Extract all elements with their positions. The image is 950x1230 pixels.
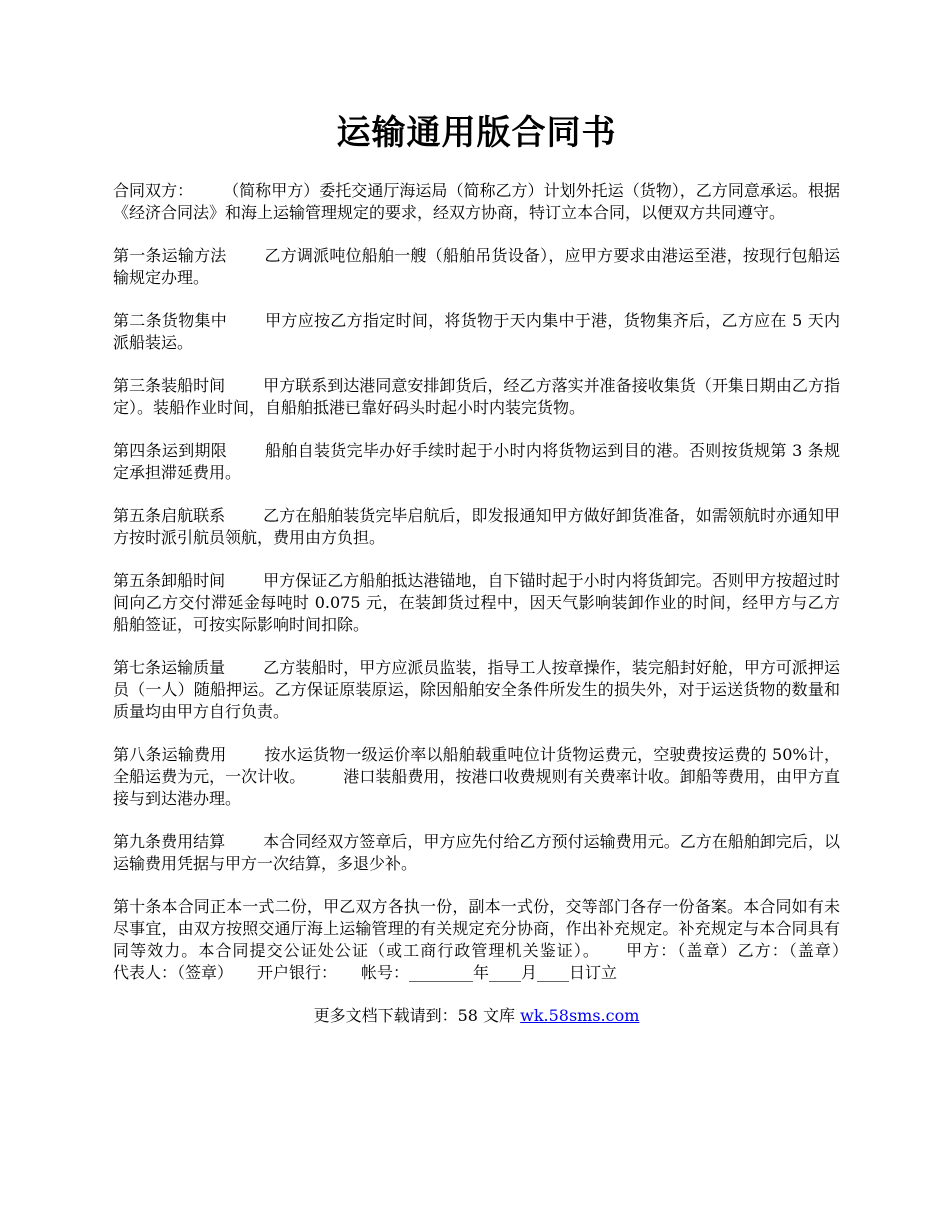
clause-text: 甲方应按乙方指定时间，将货物于天内集中于港，货物集齐后，乙方应在 5 天内派船装运。	[113, 311, 840, 352]
clause-2-cargo-gathering	[113, 310, 840, 354]
paragraph-parties	[113, 180, 840, 224]
download-footer	[113, 1005, 840, 1027]
clause-9-fee-settlement	[113, 831, 840, 875]
clause-heading: 第一条运输方法	[113, 246, 227, 265]
clause-heading: 第三条装船时间	[113, 376, 226, 395]
clause-text: 甲方保证乙方船舶抵达港锚地，自下锚时起于小时内将货卸完。否则甲方按超过时间向乙方交付滞延金每吨时 0.075 元，在装卸货过程中，因天气影响装卸作业的时间，经甲方与乙方船舶签证，可按实际影响时间扣除。	[113, 571, 840, 634]
clause-heading: 第五条卸船时间	[113, 571, 226, 590]
clause-heading: 第四条运到期限	[113, 441, 228, 460]
clause-text: 本合同经双方签章后，甲方应先付给乙方预付运输费用元。乙方在船舶卸完后，以运输费用凭据与甲方一次结算，多退少补。	[113, 832, 840, 873]
clause-heading: 第七条运输质量	[113, 658, 226, 677]
footer-prefix: 更多文档下载请到：58 文库	[313, 1006, 521, 1025]
clause-5-departure-contact	[113, 505, 840, 549]
clause-heading: 第八条运输费用	[113, 745, 227, 764]
clause-text: 乙方调派吨位船舶一艘（船舶吊货设备），应甲方要求由港运至港，按现行包船运输规定办理。	[113, 246, 840, 287]
clause-text: 乙方装船时，甲方应派员监装，指导工人按章操作，装完船封好舱，甲方可派押运员（一人）随船押运。乙方保证原装原运，除因船舶安全条件所发生的损失外，对于运送货物的数量和质量均由甲方自行负责。	[113, 658, 840, 721]
document-page	[113, 108, 873, 1027]
clause-3-loading-time	[113, 375, 840, 419]
paragraph-text: （简称甲方）委托交通厅海运局（简称乙方）计划外托运（货物），乙方同意承运。根据《经济合同法》和海上运输管理规定的要求，经双方协商，特订立本合同，以便双方共同遵守。	[113, 181, 840, 222]
clause-1-transport-method	[113, 245, 840, 289]
document-title: 运输通用版合同书	[336, 113, 617, 153]
clause-text: 甲方联系到达港同意安排卸货后，经乙方落实并准备接收集货（开集日期由乙方指定）。装船作业时间，自船舶抵港已靠好码头时起小时内装完货物。	[113, 376, 840, 417]
clause-5-unloading-time	[113, 570, 840, 636]
footer-link[interactable]: wk.58sms.com	[520, 1006, 640, 1025]
clause-text: 船舶自装货完毕办好手续时起于小时内将货物运到目的港。否则按货规第 3 条规定承担滞延费用。	[113, 441, 840, 482]
paragraph-heading: 合同双方：	[113, 181, 194, 200]
clause-8-transport-fees	[113, 744, 840, 810]
clause-text: 乙方在船舶装货完毕启航后，即发报通知甲方做好卸货准备，如需领航时亦通知甲方按时派引航员领航，费用由方负担。	[113, 506, 840, 547]
clause-7-transport-quality	[113, 657, 840, 723]
clause-4-delivery-deadline	[113, 440, 840, 484]
clause-text-extra: 港口装船费用，按港口收费规则有关费率计收。卸船等费用，由甲方直接与到达港办理。	[113, 767, 840, 808]
clause-heading: 第二条货物集中	[113, 311, 228, 330]
clause-heading: 第九条费用结算	[113, 832, 226, 851]
clause-text: 按水运货物一级运价率以船舶载重吨位计货物运费元，空驶费按运费的 50%计，全船运费为元，一次计收。	[113, 745, 840, 786]
clause-10-copies-and-signatures	[113, 896, 873, 984]
clause-heading: 第五条启航联系	[113, 506, 226, 525]
clause-text: 第十条本合同正本一式二份，甲乙双方各执一份，副本一式份，交等部门各存一份备案。本合同如有未尽事宜，由双方按照交通厅海上运输管理的有关规定充分协商，作出补充规定。补充规定与本合同具有同等效力。本合同提交公证处公证（或工商行政管理机关鉴证）。 甲方：（盖章）乙方：（盖章） 代表人：（签章） 开户银行： 帐号：________年____月____日订立	[113, 897, 873, 982]
